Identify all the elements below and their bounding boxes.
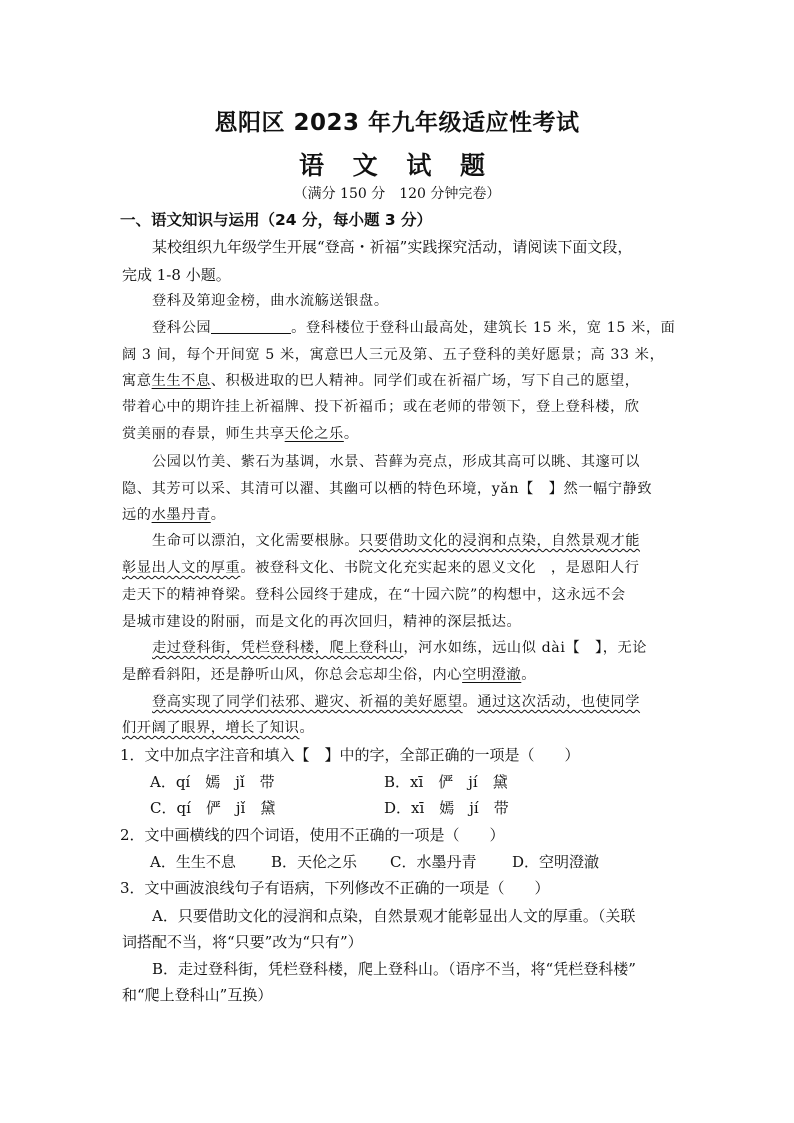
passage-line — [122, 664, 536, 684]
passage-line — [152, 317, 675, 337]
passage-line — [152, 530, 640, 550]
passage-text: 。被登科文化、书院文化充实起来的恩义文化 ，是恩阳人行 — [240, 560, 640, 576]
passage-line — [152, 691, 640, 711]
answer-option-b: B．xī 俨 jí 黛 — [384, 773, 508, 791]
underlined-phrase: 生生不息 — [151, 373, 211, 389]
passage-line — [152, 637, 647, 657]
fill-blank — [211, 319, 291, 334]
passage-text: 远的 — [122, 507, 152, 523]
passage-text: ，河水如练，远山似 dài【 】，无论 — [403, 640, 648, 656]
question-stem: 3．文中画波浪线句子有语病，下列修改不正确的一项是（ ） — [120, 879, 550, 897]
passage-text: 寓意 — [122, 373, 152, 389]
passage-line — [122, 504, 226, 524]
passage-text: 。 — [210, 507, 226, 523]
underlined-phrase: 空明澄澈 — [462, 667, 522, 683]
passage-line — [122, 717, 314, 737]
passage-text: 赏美丽的春景，师生共享 — [122, 426, 285, 442]
answer-option-c: C．水墨丹青 — [390, 853, 477, 871]
underlined-phrase: 水墨丹青 — [151, 507, 211, 523]
wavy-underlined-sentence: 们开阔了眼界，增长了知识 — [122, 720, 300, 736]
passage-text: 。 — [462, 694, 478, 710]
wavy-underlined-sentence: 走过登科街，凭栏登科楼，爬上登科山 — [152, 640, 404, 656]
answer-option-d: D．空明澄澈 — [512, 853, 600, 871]
passage-text: 。 — [343, 426, 359, 442]
wavy-underlined-sentence: 只要借助文化的浸润和点染，自然景观才能 — [359, 533, 640, 549]
wavy-underlined-sentence: 彰显出人文的厚重 — [122, 560, 241, 576]
answer-option-c: C．qí 俨 jǐ 黛 — [150, 799, 276, 817]
passage-line: 公园以竹美、紫石为基调，水景、苔藓为亮点，形成其高可以眺、其邃可以 — [152, 454, 640, 470]
passage-line: 走天下的精神脊梁。登科公园终于建成，在“十园六院”的构想中，这永远不会 — [122, 587, 626, 603]
answer-option-a: A．只要借助文化的浸润和点染，自然景观才能彰显出人文的厚重。（关联 — [152, 907, 636, 925]
question-stem: 2．文中画横线的四个词语，使用不正确的一项是（ ） — [120, 826, 505, 844]
passage-text: 生命可以漂泊，文化需要根脉。 — [152, 533, 360, 549]
passage-text: 。登科楼位于登科山最高处，建筑长 15 米，宽 15 米，面 — [291, 320, 676, 336]
passage-line — [122, 557, 640, 577]
answer-option-a: A．qí 嫣 jǐ 带 — [150, 773, 275, 791]
exam-subtitle: （满分 150 分 120 分钟完卷） — [293, 186, 501, 202]
passage-line — [122, 370, 640, 390]
answer-option-d: D．xī 嫣 jí 带 — [384, 799, 509, 817]
intro-line: 完成 1-8 小题。 — [122, 266, 231, 284]
passage-line: 登科及第迎金榜，曲水流觞送银盘。 — [152, 293, 389, 309]
exam-title: 恩阳区 2023 年九年级适应性考试 — [214, 110, 580, 136]
passage-text: 。 — [521, 667, 537, 683]
passage-text: 。 — [299, 720, 315, 736]
subject-title: 语 文 试 题 — [298, 151, 496, 180]
answer-option-b-cont: 和“爬上登科山”互换） — [122, 986, 273, 1004]
passage-line: 是城市建设的附丽，而是文化的再次回归，精神的深层抵达。 — [122, 614, 522, 630]
section-heading: 一、语文知识与运用（24 分，每小题 3 分） — [120, 211, 433, 229]
answer-option-b: B．天伦之乐 — [271, 853, 358, 871]
question-stem: 1．文中加点字注音和填入【 】中的字，全部正确的一项是（ ） — [120, 746, 580, 764]
passage-text: 是醉看斜阳，还是静听山风，你总会忘却尘俗，内心 — [122, 667, 463, 683]
answer-option-a: A．生生不息 — [150, 853, 236, 871]
passage-text: 登科公园 — [152, 320, 212, 336]
answer-option-a-cont: 词搭配不当，将“只要”改为“只有”） — [122, 933, 363, 951]
wavy-underlined-sentence: 通过这次活动，也使同学 — [477, 694, 641, 710]
underlined-phrase: 天伦之乐 — [284, 426, 344, 442]
passage-line — [122, 423, 359, 443]
passage-line: 隐、其芳可以采、其清可以濯、其幽可以栖的特色环境，yǎn【 】然一幅宁静致 — [122, 481, 653, 497]
passage-text: 、积极进取的巴人精神。同学们或在祈福广场，写下自己的愿望， — [210, 373, 640, 389]
passage-line: 阔 3 间，每个开间宽 5 米，寓意巴人三元及第、五子登科的美好愿景；高 33 米， — [122, 347, 665, 363]
answer-option-b: B．走过登科街，凭栏登科楼，爬上登科山。（语序不当，将“凭栏登科楼” — [152, 960, 636, 978]
wavy-underlined-sentence: 登高实现了同学们祛邪、避灾、祈福的美好愿望 — [152, 694, 463, 710]
passage-line: 带着心中的期许挂上祈福牌、投下祈福币；或在老师的带领下，登上登科楼，欣 — [122, 399, 640, 415]
intro-line: 某校组织九年级学生开展“登高・祈福”实践探究活动，请阅读下面文段， — [152, 238, 633, 256]
